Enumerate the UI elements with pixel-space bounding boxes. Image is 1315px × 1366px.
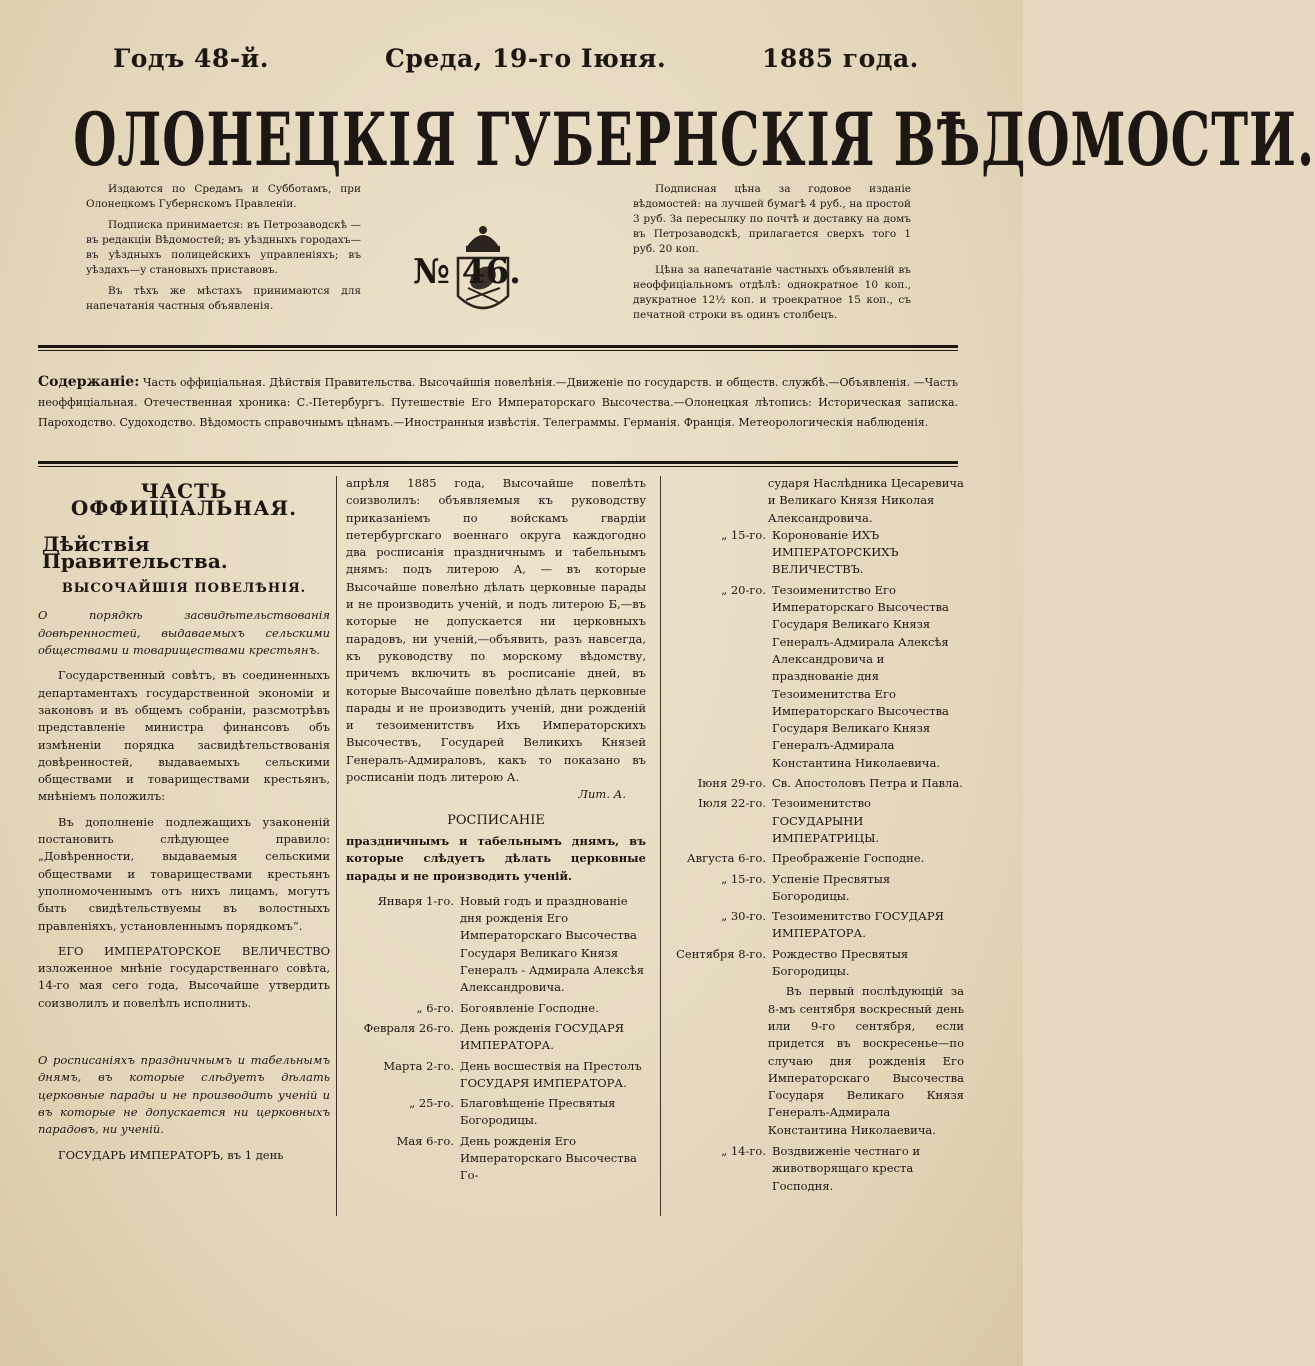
notice-paragraph: Въ тѣхъ же мѣстахъ принимаются для напечатанія частныя объявленія.	[86, 285, 361, 312]
schedule-text: Богоявленіе Господне.	[460, 1000, 599, 1015]
notice-paragraph: Издаются по Средамъ и Субботамъ, при Олонецкомъ Губернскомъ Правленіи.	[86, 183, 361, 210]
schedule-text: Тезоименитство ГОСУДАРЯ ИМПЕРАТОРА.	[772, 909, 944, 941]
column-1	[38, 475, 330, 1164]
schedule-date: Января 1-го.	[377, 893, 454, 908]
schedule-date: Мая 6-го.	[396, 1133, 454, 1148]
schedule-entry	[346, 1020, 646, 1055]
topic-title: О росписаніяхъ праздничнымъ и табельнымъ днямъ, въ которые слѣдуетъ дѣлать церковные парады и не производить ученій и въ которые не допускается ни церковныхъ парадовъ, ни ученій.	[38, 1053, 330, 1137]
schedule-text: Коронованіе ИХЪ ИМПЕРАТОРСКИХЪ ВЕЛИЧЕСТВЪ.	[772, 527, 899, 577]
right-notice	[633, 182, 911, 329]
article-paragraph: апрѣля 1885 года, Высочайше повелѣть соизволилъ: объявляемыя къ руководству приказаніемъ по войскамъ гвардіи петербургскаго военнаго округа каждогодно два росписанія праздничнымъ и табельнымъ днямъ: подъ литерою А, — въ которые Высочайше повелѣно дѣлать церковные парады и не производить ученій, и подъ литерою Б,—въ которые не допускается ни церковныхъ парадовъ, ни ученій,—объявить, разъ навсегда, къ руководству по морскому вѣдомству, причемъ включить въ росписаніе дней, въ которые Высочайше повелѣно дѣлать церковные парады и не производить ученій, дни рожденій и тезоименитствъ Ихъ Императорскихъ Высочествъ, Государей Великихъ Князей Генералъ-Адмираловъ, какъ то показано въ росписаніи подъ литерою А.	[346, 476, 646, 785]
schedule-text: сударя Наслѣдника Цесаревича и Великаго Князя Николая Александровича.	[767, 476, 964, 525]
schedule-date: Сентября 8-го.	[676, 946, 766, 961]
schedule-text: Рождество Пресвятыя Богородицы.	[772, 946, 909, 979]
notice-paragraph: Подписка принимается: въ Петрозаводскѣ —въ редакціи Вѣдомостей; въ уѣздныхъ городахъ—въ уѣздныхъ полицейскихъ управленіяхъ; въ уѣздахъ—у становыхъ приставовъ.	[86, 219, 361, 276]
schedule-date: „ 25-го.	[409, 1096, 454, 1111]
schedule-date: Августа 6-го.	[686, 851, 766, 866]
schedule-text: Преображеніе Господне.	[772, 851, 925, 866]
divider	[38, 466, 958, 467]
contents-heading: Содержаніе:	[38, 374, 140, 390]
column-2	[346, 475, 646, 1188]
schedule-note: Въ первый послѣдующій за 8-мъ сентября воскресный день или 9-го сентября, если придется въ воскресенье—по случаю дня рожденія Его Императорскаго Высочества Государя Великаго Князя Генералъ-Адмирала Константина Николаевича.	[767, 984, 964, 1137]
schedule-date: „ 15-го.	[721, 871, 766, 886]
schedule-entry	[672, 527, 964, 579]
schedule-text: Тезоименитство ГОСУДАРЫНИ ИМПЕРАТРИЦЫ.	[772, 796, 880, 845]
schedule-date: „ 15-го.	[721, 527, 766, 542]
newspaper-title: ОЛОНЕЦКІЯ ГУБЕРНСКІЯ ВѢДОМОСТИ.	[73, 96, 1315, 183]
issue-number: № 46.	[413, 252, 521, 292]
schedule-entry	[672, 850, 964, 867]
table-of-contents	[38, 372, 958, 433]
schedule-list	[672, 527, 964, 980]
schedule-text: День рожденія ГОСУДАРЯ ИМПЕРАТОРА.	[460, 1020, 624, 1053]
divider	[38, 345, 958, 348]
divider	[38, 461, 958, 464]
topic-title: О порядкѣ засвидѣтельствованія довѣренностей, выдаваемыхъ сельскими обществами и товариществами крестьянъ.	[38, 608, 330, 658]
notice-paragraph: Подписная цѣна за годовое изданіе вѣдомостей: на лучшей бумагѣ 4 руб., на простой 3 руб. За пересылку по почтѣ и доставку на домъ въ Петрозаводскѣ, прилагается сверхъ того 1 руб. 20 коп.	[633, 183, 911, 255]
schedule-text: День восшествія на Престолъ ГОСУДАРЯ ИМПЕРАТОРА.	[460, 1058, 642, 1090]
schedule-subtitle: праздничнымъ и табельнымъ днямъ, въ которые слѣдуетъ дѣлать церковные парады и не производить ученій.	[346, 833, 646, 883]
schedule-text: Тезоименитство Его Императорскаго Высочества Государя Великаго Князя Генералъ-Адмирала Алексѣя Александровича и празднованіе дня Тезоименитства Его Императорскаго Высочества Государя Великаго Князя Генералъ-Адмирала Константина Николаевича.	[772, 582, 949, 770]
schedule-title: РОСПИСАНІЕ	[447, 812, 545, 828]
schedule-date: „ 30-го.	[721, 909, 766, 924]
schedule-text: Благовѣщеніе Пресвятыя Богородицы.	[460, 1096, 616, 1128]
schedule-date: „ 6-го.	[416, 1000, 454, 1015]
schedule-entry	[672, 775, 964, 792]
schedule-date: Февраля 26-го.	[363, 1020, 454, 1035]
article-paragraph: Государственный совѣтъ, въ соединенныхъ департаментахъ государственной экономіи и законовъ и въ общемъ собраніи, разсмотрѣвъ представленіе министра финансовъ объ измѣненіи порядка засвидѣтельствованія довѣренностей, выдаваемыхъ сельскими обществами и товариществами крестьянъ, мнѣніемъ положилъ:	[38, 668, 330, 804]
schedule-entry	[346, 1133, 646, 1185]
letter-label: Лит. А.	[578, 787, 626, 802]
article-paragraph: ГОСУДАРЬ ИМПЕРАТОРЪ, въ 1 день	[58, 1147, 284, 1162]
contents-text: Часть оффиціальная. Дѣйствія Правительства. Высочайшія повелѣнія.—Движеніе по государств. и обществ. службѣ.—Объявленія. —Часть неоффиціальная. Отечественная хроника: С.-Петербургъ. Путешествіе Его Императорскаго Высочества.—Олонецкая лѣтопись: Историческая записка. Пароходство. Судоходство. Вѣдомость справочнымъ цѣнамъ.—Иностранныя извѣстія. Телеграммы. Германія. Франція. Метеорологическія наблюденія.	[38, 376, 958, 429]
year-label: Годъ 48-й.	[113, 44, 269, 73]
schedule-entry	[672, 582, 964, 772]
schedule-text: Св. Апостоловъ Петра и Павла.	[772, 776, 963, 791]
schedule-text: Успеніе Пресвятыя Богородицы.	[772, 871, 891, 903]
schedule-entry	[346, 1000, 646, 1017]
schedule-entry	[672, 908, 964, 943]
section-heading: ЧАСТЬ ОФФИЦІАЛЬНАЯ.	[70, 479, 298, 521]
divider	[38, 350, 958, 351]
schedule-text: День рожденія Его Императорскаго Высочества Го-	[460, 1133, 637, 1183]
schedule-date: Марта 2-го.	[383, 1058, 454, 1073]
article-paragraph: ЕГО ИМПЕРАТОРСКОЕ ВЕЛИЧЕСТВО изложенное мнѣніе государственнаго совѣта, 14-го мая сего года, Высочайше утвердить соизволилъ и повелѣлъ исполнить.	[38, 943, 330, 1010]
schedule-date: „ 14-го.	[721, 1143, 766, 1158]
schedule-date: Іюля 22-го.	[698, 796, 766, 811]
schedule-entry	[346, 1095, 646, 1130]
article-paragraph: Въ дополненіе подлежащихъ узаконеній постановить слѣдующее правило: „Довѣренности, выдаваемыя сельскими обществами и товариществами крестьянъ уполномоченнымъ отъ нихъ лицамъ, могутъ быть свидѣтельствуемы въ волостныхъ правленіяхъ, установленнымъ порядкомъ“.	[38, 814, 330, 933]
schedule-entry	[672, 946, 964, 981]
schedule-text: Воздвиженіе честнаго и животворящаго креста Господня.	[772, 1143, 921, 1193]
column-rule	[660, 476, 661, 1216]
article-heading: Дѣйствія Правительства.	[42, 531, 228, 573]
column-3	[672, 475, 964, 1195]
notice-paragraph: Цѣна за напечатаніе частныхъ объявленій въ неоффиціальномъ отдѣлѣ: однократное 10 коп., двукратное 12½ коп. и троекратное 15 коп., съ печатной строки въ одинъ столбецъ.	[633, 264, 911, 321]
schedule-entry	[346, 893, 646, 997]
schedule-entry	[672, 795, 964, 847]
schedule-date: „ 20-го.	[721, 582, 766, 597]
schedule-date: Іюня 29-го.	[697, 776, 766, 791]
schedule-list	[346, 893, 646, 1185]
article-subheading: ВЫСОЧАЙШІЯ ПОВЕЛѢНІЯ.	[61, 581, 307, 597]
year-right: 1885 года.	[762, 44, 919, 73]
schedule-text: Новый годъ и празднованіе дня рожденія Его Императорскаго Высочества Государя Великаго Князя Генералъ - Адмирала Алексѣя Александровича.	[460, 893, 644, 995]
issue-date: Среда, 19-го Іюня.	[385, 44, 667, 73]
column-rule	[336, 476, 337, 1216]
schedule-entry	[672, 871, 964, 906]
schedule-entry	[346, 1058, 646, 1093]
left-notice	[86, 182, 361, 320]
